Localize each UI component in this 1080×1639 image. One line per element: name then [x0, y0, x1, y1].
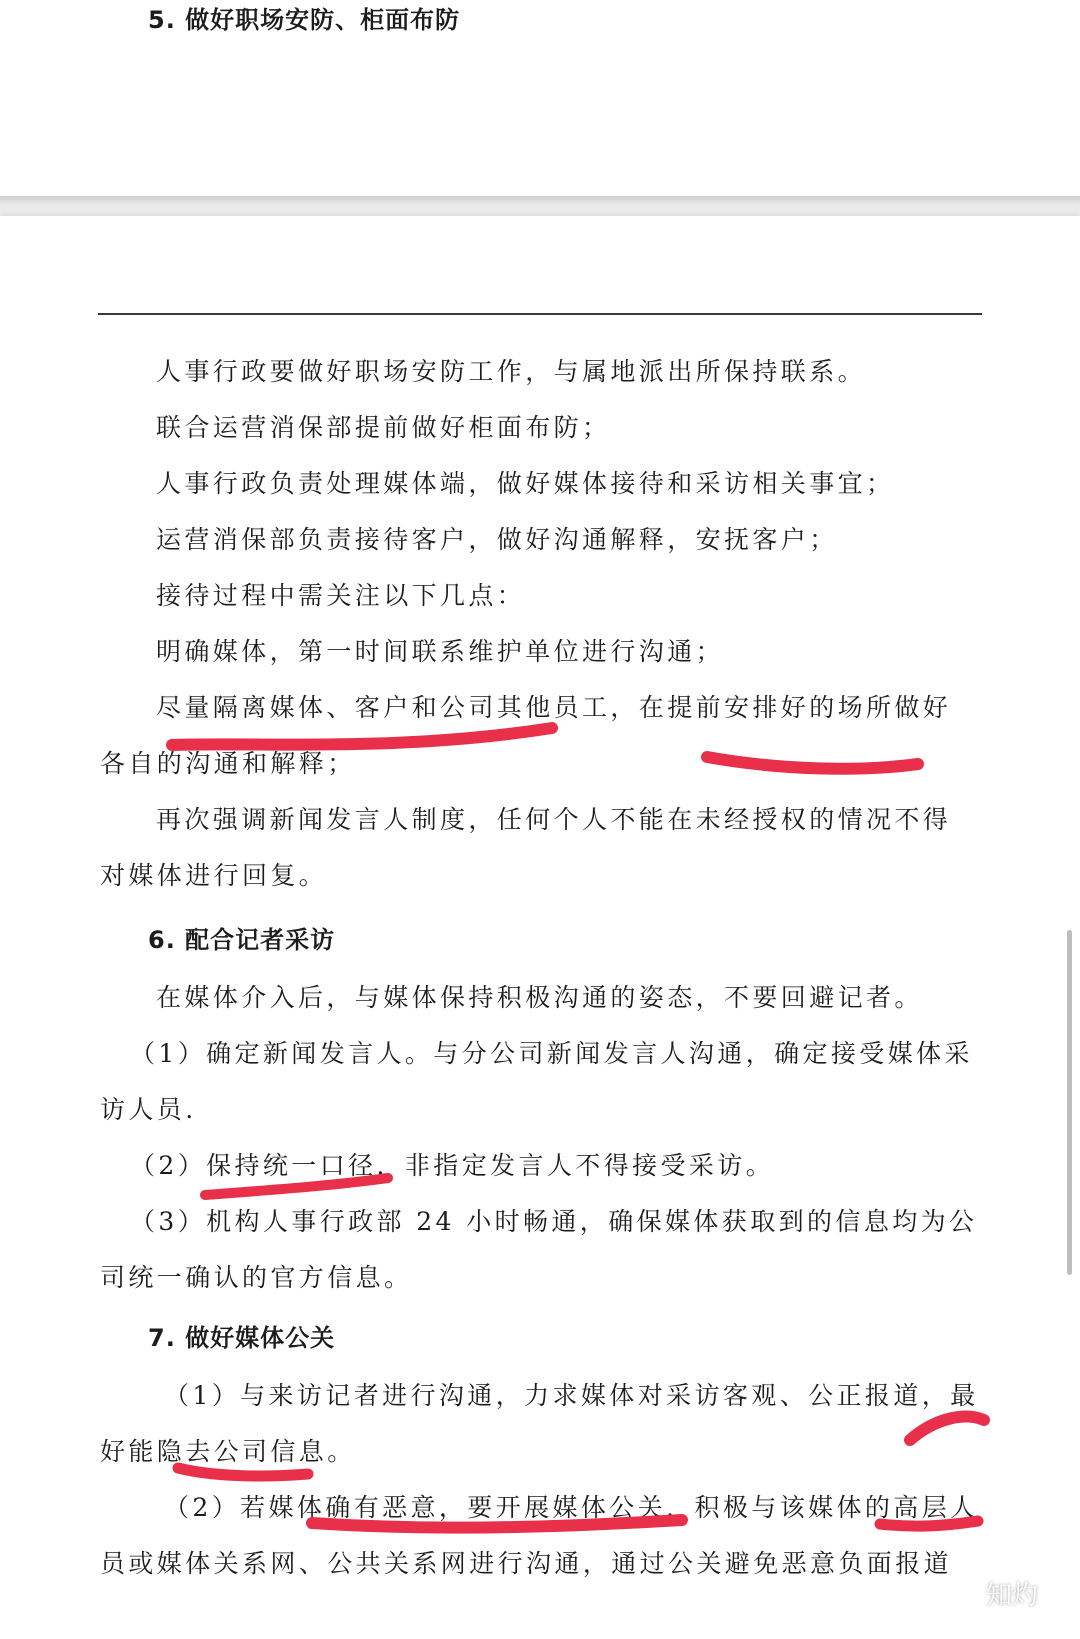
- scrollbar[interactable]: [1067, 930, 1072, 1275]
- wechat-icon: [940, 1579, 980, 1609]
- paragraph-line: 人事行政负责处理媒体端，做好媒体接待和采访相关事宜；: [156, 469, 895, 498]
- paragraph-line: （1）与来访记者进行沟通，力求媒体对采访客观、公正报道，最: [164, 1381, 979, 1410]
- header-rule: [98, 313, 982, 315]
- paragraph-line: 联合运营消保部提前做好柜面布防；: [156, 413, 611, 442]
- paragraph-line: 在媒体介入后，与媒体保持积极沟通的姿态，不要回避记者。: [156, 983, 923, 1012]
- document-page-previous: [0, 0, 1080, 197]
- paragraph-line: 再次强调新闻发言人制度，任何个人不能在未经授权的情况不得: [156, 805, 952, 834]
- paragraph-line: 对媒体进行回复。: [100, 861, 328, 890]
- paragraph-line: 司统一确认的官方信息。: [100, 1263, 413, 1292]
- paragraph-line: 运营消保部负责接待客户，做好沟通解释，安抚客户；: [156, 525, 838, 554]
- paragraph-line: 员或媒体关系网、公共关系网进行沟通，通过公关避免恶意负面报道: [100, 1549, 953, 1578]
- paragraph-line: 访人员.: [100, 1095, 197, 1124]
- paragraph-line: （3）机构人事行政部 24 小时畅通，确保媒体获取到的信息均为公: [130, 1207, 978, 1236]
- paragraph-line: 接待过程中需关注以下几点：: [156, 581, 526, 610]
- paragraph-line: 明确媒体，第一时间联系维护单位进行沟通；: [156, 637, 725, 666]
- watermark: [940, 1575, 1038, 1612]
- paragraph-line: （2）若媒体确有恶意，要开展媒体公关，积极与该媒体的高层人: [164, 1493, 979, 1522]
- paragraph-line: 好能隐去公司信息。: [100, 1437, 356, 1466]
- section-7-heading: 7. 做好媒体公关: [148, 1324, 336, 1352]
- paragraph-line: 尽量隔离媒体、客户和公司其他员工，在提前安排好的场所做好: [156, 693, 952, 722]
- page-separator: [0, 196, 1080, 216]
- section-6-heading: 6. 配合记者采访: [148, 926, 336, 954]
- watermark-text: 知灼: [986, 1581, 1039, 1611]
- paragraph-line: （2）保持统一口径，非指定发言人不得接受采访。: [130, 1151, 775, 1180]
- section-5-heading: 5. 做好职场安防、柜面布防: [148, 6, 461, 34]
- paragraph-line: 各自的沟通和解释；: [100, 749, 356, 778]
- paragraph-line: 人事行政要做好职场安防工作，与属地派出所保持联系。: [156, 357, 867, 386]
- paragraph-line: （1）确定新闻发言人。与分公司新闻发言人沟通，确定接受媒体采: [130, 1039, 973, 1068]
